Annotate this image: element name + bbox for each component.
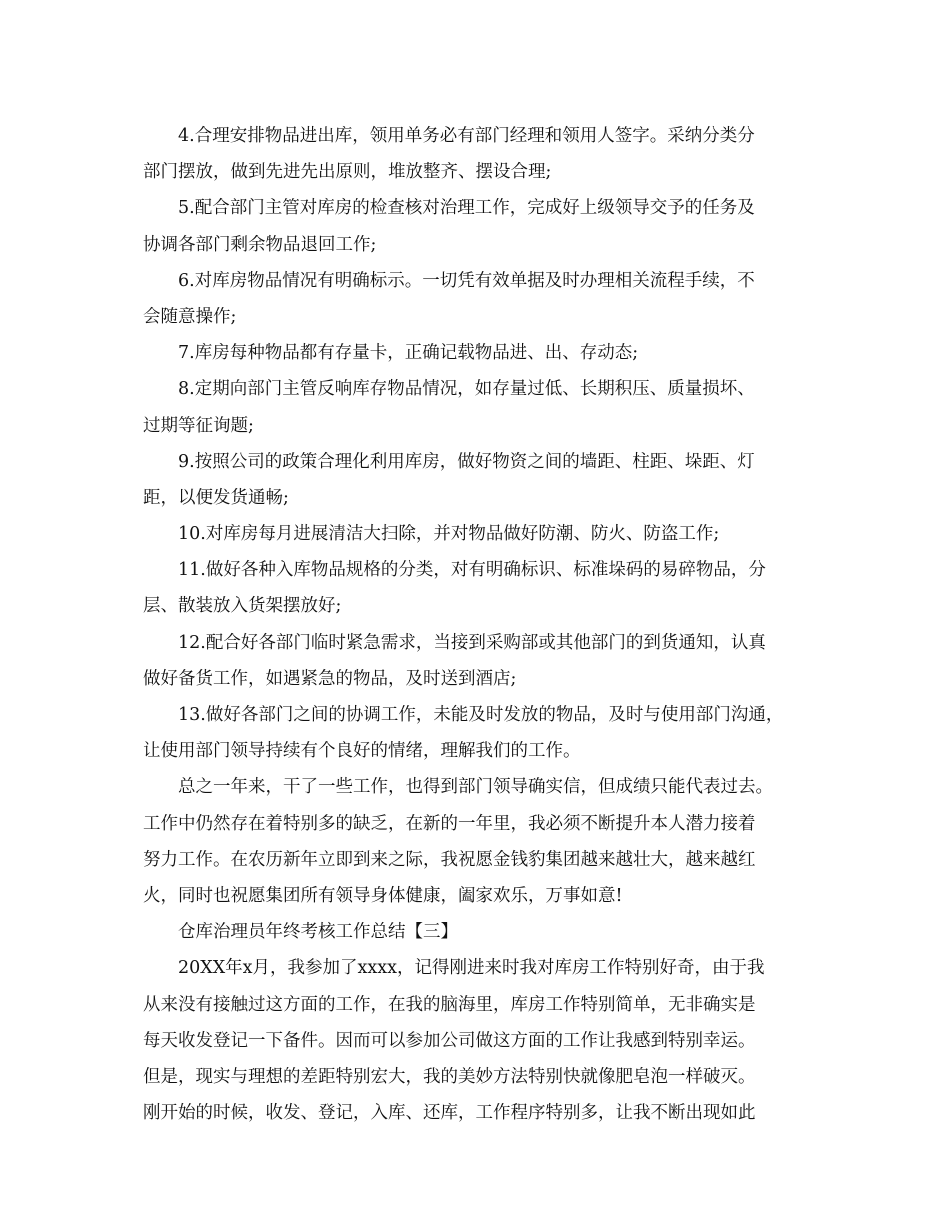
text-line: 但是，现实与理想的差距特别宏大，我的美妙方法特别快就像肥皂泡一样破灭。 — [143, 1066, 756, 1087]
text-line: 11.做好各种入库物品规格的分类，对有明确标识、标准垛码的易碎物品，分 — [178, 560, 766, 581]
text-line: 做好备货工作，如遇紧急的物品，及时送到酒店; — [143, 668, 517, 689]
text-line: 从来没有接触过这方面的工作，在我的脑海里，库房工作特别简单，无非确实是 — [143, 994, 756, 1015]
text-line: 6.对库房物品情况有明确标示。一切凭有效单据及时办理相关流程手续，不 — [178, 270, 755, 291]
text-line: 4.合理安排物品进出库，领用单务必有部门经理和领用人签字。采纳分类分 — [178, 126, 755, 146]
text-line: 8.定期向部门主管反响库存物品情况，如存量过低、长期积压、质量损坏、 — [178, 379, 755, 400]
text-line: 20XX年x月，我参加了xxxx，记得刚进来时我对库房工作特别好奇，由于我 — [178, 958, 765, 979]
text-line: 总之一年来，干了一些工作，也得到部门领导确实信，但成绩只能代表过去。 — [178, 777, 773, 798]
text-line: 10.对库房每月进展清洁大扫除，并对物品做好防潮、防火、防盗工作; — [178, 524, 720, 545]
text-line: 让使用部门领导持续有个良好的情绪，理解我们的工作。 — [143, 741, 581, 762]
text-line: 刚开始的时候，收发、登记，入库、还库，工作程序特别多，让我不断出现如此 — [143, 1103, 756, 1124]
text-line: 会随意操作; — [143, 306, 237, 327]
text-line: 距，以便发货通畅; — [143, 487, 289, 508]
text-line: 13.做好各部门之间的协调工作，未能及时发放的物品，及时与使用部门沟通， — [178, 705, 784, 725]
text-line: 9.按照公司的政策合理化利用库房，做好物资之间的墙距、柱距、垛距、灯 — [178, 451, 755, 472]
text-line: 每天收发登记一下备件。因而可以参加公司做这方面的工作让我感到特别幸运。 — [143, 1030, 756, 1051]
text-line: 过期等征询题; — [143, 415, 254, 436]
text-line: 火，同时也祝愿集团所有领导身体健康，阖家欢乐，万事如意! — [143, 885, 623, 906]
text-line: 12.配合好各部门临时紧急需求，当接到采购部或其他部门的到货通知，认真 — [178, 632, 766, 653]
text-line: 7.库房每种物品都有存量卡，正确记载物品进、出、存动态; — [178, 343, 639, 364]
text-line: 5.配合部门主管对库房的检查核对治理工作，完成好上级领导交予的任务及 — [178, 198, 755, 219]
text-line: 层、散装放入货架摆放好; — [143, 596, 342, 617]
document-body — [143, 118, 815, 1131]
text-line: 部门摆放，做到先进先出原则，堆放整齐、摆设合理; — [143, 162, 552, 183]
text-line: 工作中仍然存在着特别多的缺乏，在新的一年里，我必须不断提升本人潜力接着 — [143, 813, 756, 834]
text-line: 仓库治理员年终考核工作总结【三】 — [178, 922, 458, 943]
text-line: 努力工作。在农历新年立即到来之际，我祝愿金钱豹集团越来越壮大，越来越红 — [143, 849, 756, 870]
text-line: 协调各部门剩余物品退回工作; — [143, 234, 377, 255]
